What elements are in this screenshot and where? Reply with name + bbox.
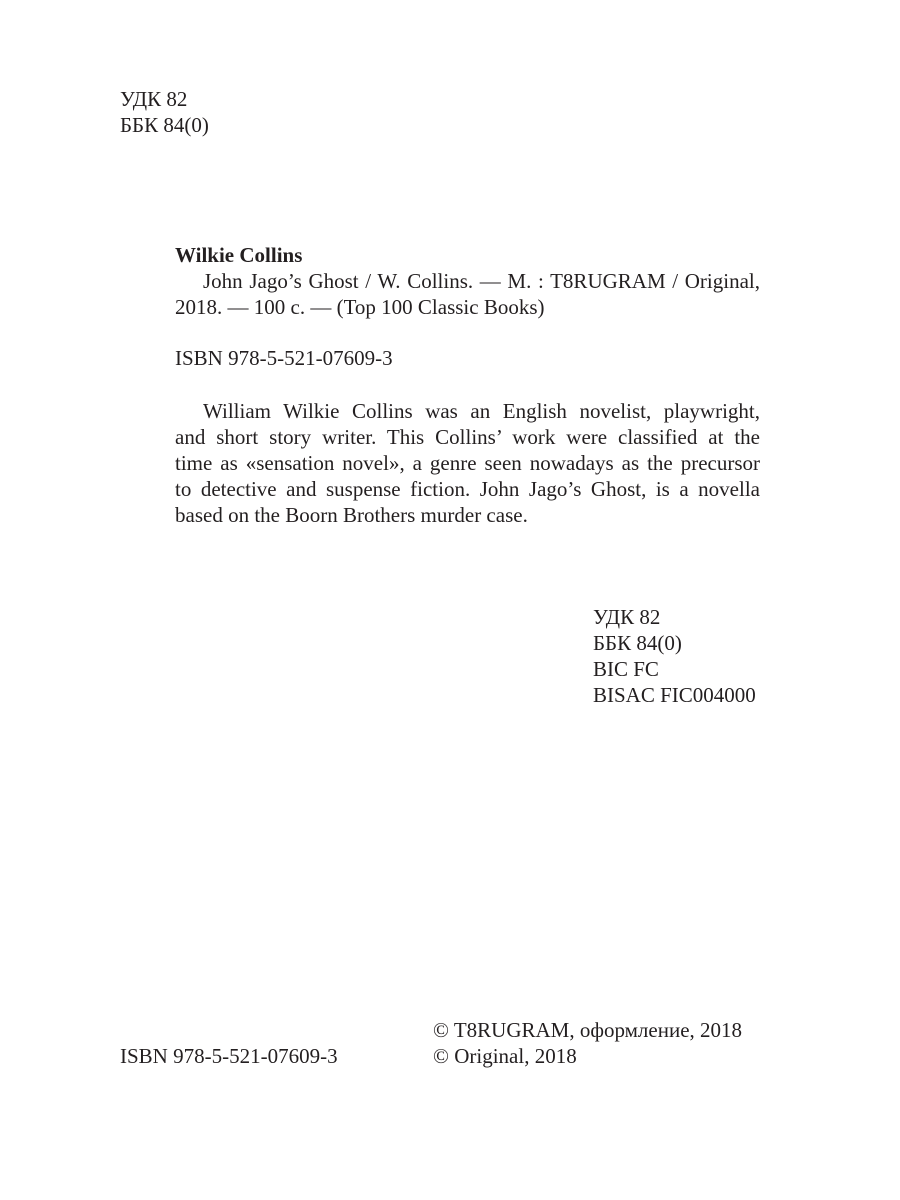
bbk-code: ББК 84(0) [120, 113, 209, 137]
bic-code: BIC FC [593, 657, 659, 681]
author-name: Wilkie Collins [175, 243, 303, 267]
copyright-line: © Original, 2018 [433, 1044, 577, 1068]
classification-codes-right [593, 604, 756, 708]
annotation-line: to detective and suspense fiction. John Jago’s Ghost, is a novella [175, 477, 760, 501]
isbn-text: ISBN 978-5-521-07609-3 [175, 346, 393, 370]
isbn-text: ISBN 978-5-521-07609-3 [120, 1044, 338, 1068]
annotation-line: based on the Boorn Brothers murder case. [175, 503, 528, 527]
annotation-line: William Wilkie Collins was an English novelist, playwright, [203, 399, 760, 423]
udk-code: УДК 82 [120, 87, 188, 111]
classification-codes-top [120, 86, 209, 138]
copyright-notices [433, 1017, 742, 1069]
bbk-code: ББК 84(0) [593, 631, 682, 655]
annotation-paragraph [175, 398, 760, 528]
annotation-line: and short story writer. This Collins’ work were classified at the [175, 425, 760, 449]
annotation-line: time as «sensation novel», a genre seen nowadays as the precursor [175, 451, 760, 475]
catalog-entry [175, 242, 760, 320]
isbn-number-bottom [120, 1043, 338, 1069]
bisac-code: BISAC FIC004000 [593, 683, 756, 707]
udk-code: УДК 82 [593, 605, 661, 629]
copyright-line: © T8RUGRAM, оформление, 2018 [433, 1018, 743, 1042]
bibliographic-line-1: John Jago’s Ghost / W. Collins. — M. : T8RUGRAM / Original, [203, 269, 760, 293]
bibliographic-line-2: 2018. — 100 с. — (Top 100 Classic Books) [175, 295, 545, 319]
isbn-number [175, 345, 393, 371]
